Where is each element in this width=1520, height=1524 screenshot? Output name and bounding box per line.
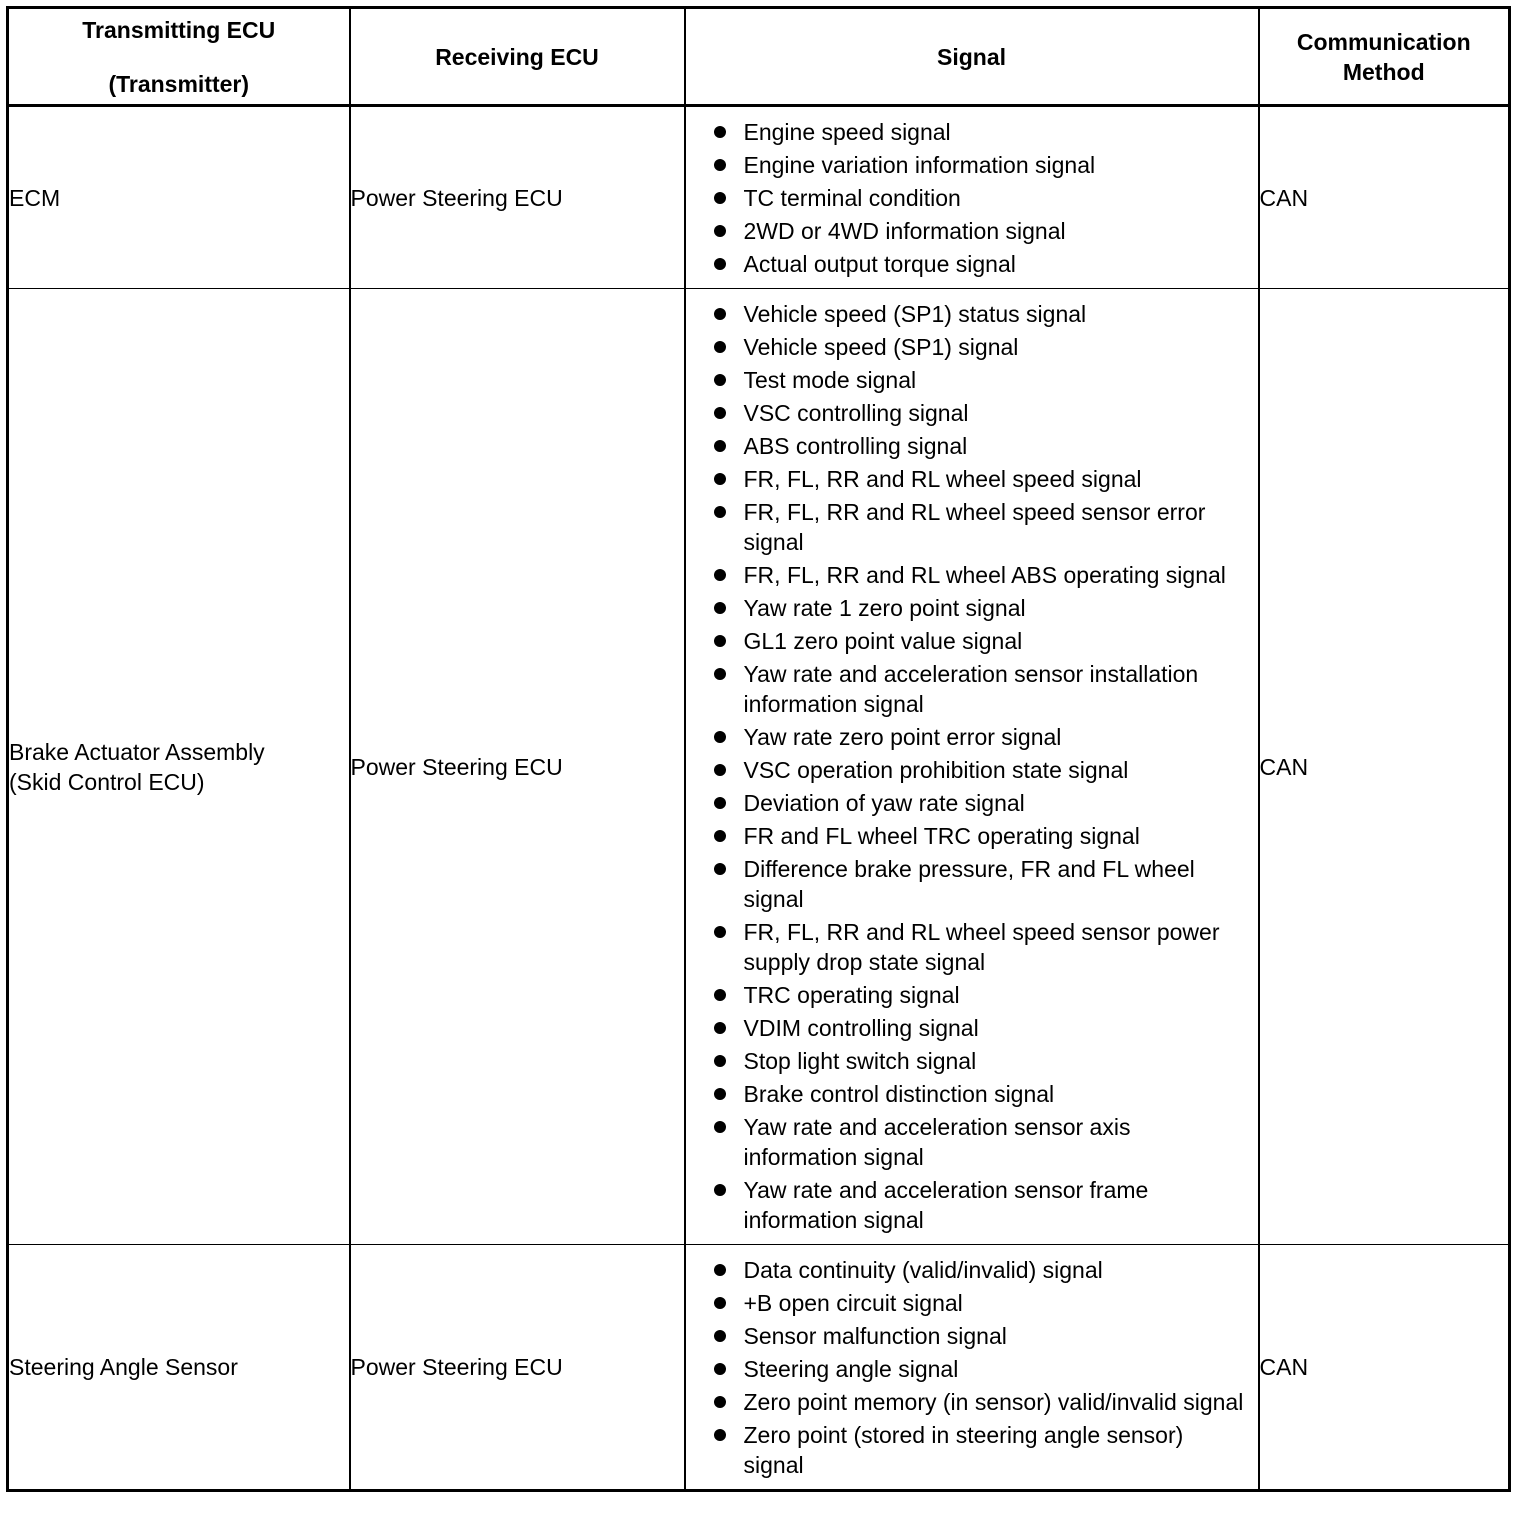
bullet-icon <box>714 440 726 452</box>
signal-text: TRC operating signal <box>743 982 960 1008</box>
signal-cell <box>685 289 1259 1245</box>
signal-list-item <box>714 917 1248 977</box>
signal-text: Engine variation information signal <box>743 152 1096 178</box>
bullet-icon <box>714 863 726 875</box>
signal-list-item <box>714 1354 1248 1384</box>
signal-list-item <box>714 755 1248 785</box>
signal-list-item <box>714 980 1248 1010</box>
signal-text: ABS controlling signal <box>743 433 968 459</box>
signal-text: Deviation of yaw rate signal <box>743 790 1025 816</box>
signal-list-item <box>714 1079 1248 1109</box>
signal-text: Zero point memory (in sensor) valid/invalid signal <box>743 1389 1244 1415</box>
signal-text: FR and FL wheel TRC operating signal <box>743 823 1140 849</box>
bullet-icon <box>714 192 726 204</box>
signal-list-item <box>714 560 1248 590</box>
bullet-icon <box>714 926 726 938</box>
signal-list-item <box>714 1387 1248 1417</box>
bullet-icon <box>714 764 726 776</box>
bullet-icon <box>714 374 726 386</box>
signal-list-item <box>714 626 1248 656</box>
bullet-icon <box>714 1022 726 1034</box>
signal-text: Yaw rate 1 zero point signal <box>743 595 1026 621</box>
bullet-icon <box>714 308 726 320</box>
bullet-icon <box>714 1297 726 1309</box>
communication-method-cell: CAN <box>1259 289 1510 1245</box>
bullet-icon <box>714 797 726 809</box>
signal-list-item <box>714 788 1248 818</box>
signal-text: VDIM controlling signal <box>743 1015 979 1041</box>
signal-text: Stop light switch signal <box>743 1048 977 1074</box>
bullet-icon <box>714 731 726 743</box>
signal-list-item <box>714 332 1248 362</box>
bullet-icon <box>714 1264 726 1276</box>
receiving-ecu-cell: Power Steering ECU <box>350 289 685 1245</box>
transmitting-ecu-cell <box>8 106 350 289</box>
receiving-ecu-cell: Power Steering ECU <box>350 106 685 289</box>
signal-text: Vehicle speed (SP1) status signal <box>743 301 1087 327</box>
signal-list-item <box>714 1175 1248 1235</box>
signal-text: Yaw rate and acceleration sensor axis information signal <box>743 1114 1131 1170</box>
signal-cell <box>685 106 1259 289</box>
bullet-icon <box>714 1363 726 1375</box>
signal-list-item <box>714 1112 1248 1172</box>
signal-list-item <box>714 431 1248 461</box>
table-row <box>8 106 1510 289</box>
bullet-icon <box>714 1055 726 1067</box>
bullet-icon <box>714 1184 726 1196</box>
signal-list-item <box>714 722 1248 752</box>
bullet-icon <box>714 668 726 680</box>
bullet-icon <box>714 635 726 647</box>
signal-text: Actual output torque signal <box>743 251 1016 277</box>
communication-method-cell: CAN <box>1259 106 1510 289</box>
signal-text: FR, FL, RR and RL wheel speed sensor power supply drop state signal <box>743 919 1220 975</box>
signal-list-item <box>714 659 1248 719</box>
table-body <box>8 106 1510 1491</box>
signal-text: Zero point (stored in steering angle sensor) signal <box>743 1422 1184 1478</box>
signal-text: Test mode signal <box>743 367 917 393</box>
signal-list-item <box>714 1420 1248 1480</box>
signal-text: VSC operation prohibition state signal <box>743 757 1129 783</box>
signal-list-item <box>714 365 1248 395</box>
bullet-icon <box>714 830 726 842</box>
signal-text: Brake control distinction signal <box>743 1081 1055 1107</box>
signal-list-item <box>714 1046 1248 1076</box>
bullet-icon <box>714 341 726 353</box>
signal-text: GL1 zero point value signal <box>743 628 1023 654</box>
header-signal: Signal <box>685 8 1259 106</box>
transmitting-ecu-text: Steering Angle Sensor <box>9 1354 238 1380</box>
signal-list-item <box>714 854 1248 914</box>
signal-list-item <box>714 593 1248 623</box>
table-row <box>8 1245 1510 1491</box>
bullet-icon <box>714 225 726 237</box>
bullet-icon <box>714 1330 726 1342</box>
signal-list-item <box>714 299 1248 329</box>
transmitting-ecu-text: ECM <box>9 184 61 211</box>
header-transmitting-ecu <box>8 8 350 106</box>
communication-method-cell: CAN <box>1259 1245 1510 1491</box>
signal-text: 2WD or 4WD information signal <box>743 218 1066 244</box>
header-method-line2: Method <box>1342 58 1425 85</box>
signal-text: Sensor malfunction signal <box>743 1323 1007 1349</box>
signal-list-item <box>714 183 1248 213</box>
bullet-icon <box>714 258 726 270</box>
signal-list-item <box>714 398 1248 428</box>
signal-list-item <box>714 1013 1248 1043</box>
bullet-icon <box>714 506 726 518</box>
ecu-communication-table <box>6 6 1511 1492</box>
bullet-icon <box>714 159 726 171</box>
bullet-icon <box>714 407 726 419</box>
signal-list <box>686 107 1258 288</box>
signal-text: Engine speed signal <box>743 119 951 145</box>
bullet-icon <box>714 473 726 485</box>
bullet-icon <box>714 1396 726 1408</box>
signal-text: Data continuity (valid/invalid) signal <box>743 1257 1103 1283</box>
signal-list-item <box>714 821 1248 851</box>
receiving-ecu-cell: Power Steering ECU <box>350 1245 685 1491</box>
bullet-icon <box>714 1088 726 1100</box>
signal-text: FR, FL, RR and RL wheel speed signal <box>743 466 1142 492</box>
signal-text: FR, FL, RR and RL wheel speed sensor error signal <box>743 499 1206 555</box>
signal-text: Yaw rate and acceleration sensor installation information signal <box>743 661 1199 717</box>
transmitting-ecu-cell <box>8 289 350 1245</box>
bullet-icon <box>714 989 726 1001</box>
signal-list-item <box>714 1255 1248 1285</box>
signal-list-item <box>714 497 1248 557</box>
signal-list-item <box>714 117 1248 147</box>
header-receiving-ecu: Receiving ECU <box>350 8 685 106</box>
signal-text: Difference brake pressure, FR and FL wheel signal <box>743 856 1195 912</box>
signal-list-item <box>714 150 1248 180</box>
bullet-icon <box>714 602 726 614</box>
transmitting-ecu-text: (Skid Control ECU) <box>9 768 205 795</box>
signal-list <box>686 1245 1258 1489</box>
header-transmitting-ecu-line1: Transmitting ECU <box>82 16 276 43</box>
signal-list-item <box>714 1321 1248 1351</box>
bullet-icon <box>714 126 726 138</box>
signal-text: Vehicle speed (SP1) signal <box>743 334 1019 360</box>
signal-text: Yaw rate and acceleration sensor frame information signal <box>743 1177 1149 1233</box>
bullet-icon <box>714 1429 726 1441</box>
signal-text: VSC controlling signal <box>743 400 969 426</box>
signal-text: TC terminal condition <box>743 185 961 211</box>
header-row <box>8 8 1510 106</box>
header-communication-method <box>1259 8 1510 106</box>
signal-text: +B open circuit signal <box>743 1290 963 1316</box>
bullet-icon <box>714 1121 726 1133</box>
table-row <box>8 289 1510 1245</box>
transmitting-ecu-cell <box>8 1245 350 1491</box>
transmitting-ecu-text: Brake Actuator Assembly <box>9 738 265 765</box>
header-transmitting-ecu-line2: (Transmitter) <box>108 70 250 97</box>
signal-list-item <box>714 464 1248 494</box>
signal-cell <box>685 1245 1259 1491</box>
signal-text: Yaw rate zero point error signal <box>743 724 1062 750</box>
signal-list-item <box>714 1288 1248 1318</box>
signal-list-item <box>714 216 1248 246</box>
signal-list-item <box>714 249 1248 279</box>
signal-text: Steering angle signal <box>743 1356 959 1382</box>
signal-list <box>686 289 1258 1244</box>
header-method-line1: Communication <box>1296 28 1471 55</box>
bullet-icon <box>714 569 726 581</box>
signal-text: FR, FL, RR and RL wheel ABS operating signal <box>743 562 1226 588</box>
